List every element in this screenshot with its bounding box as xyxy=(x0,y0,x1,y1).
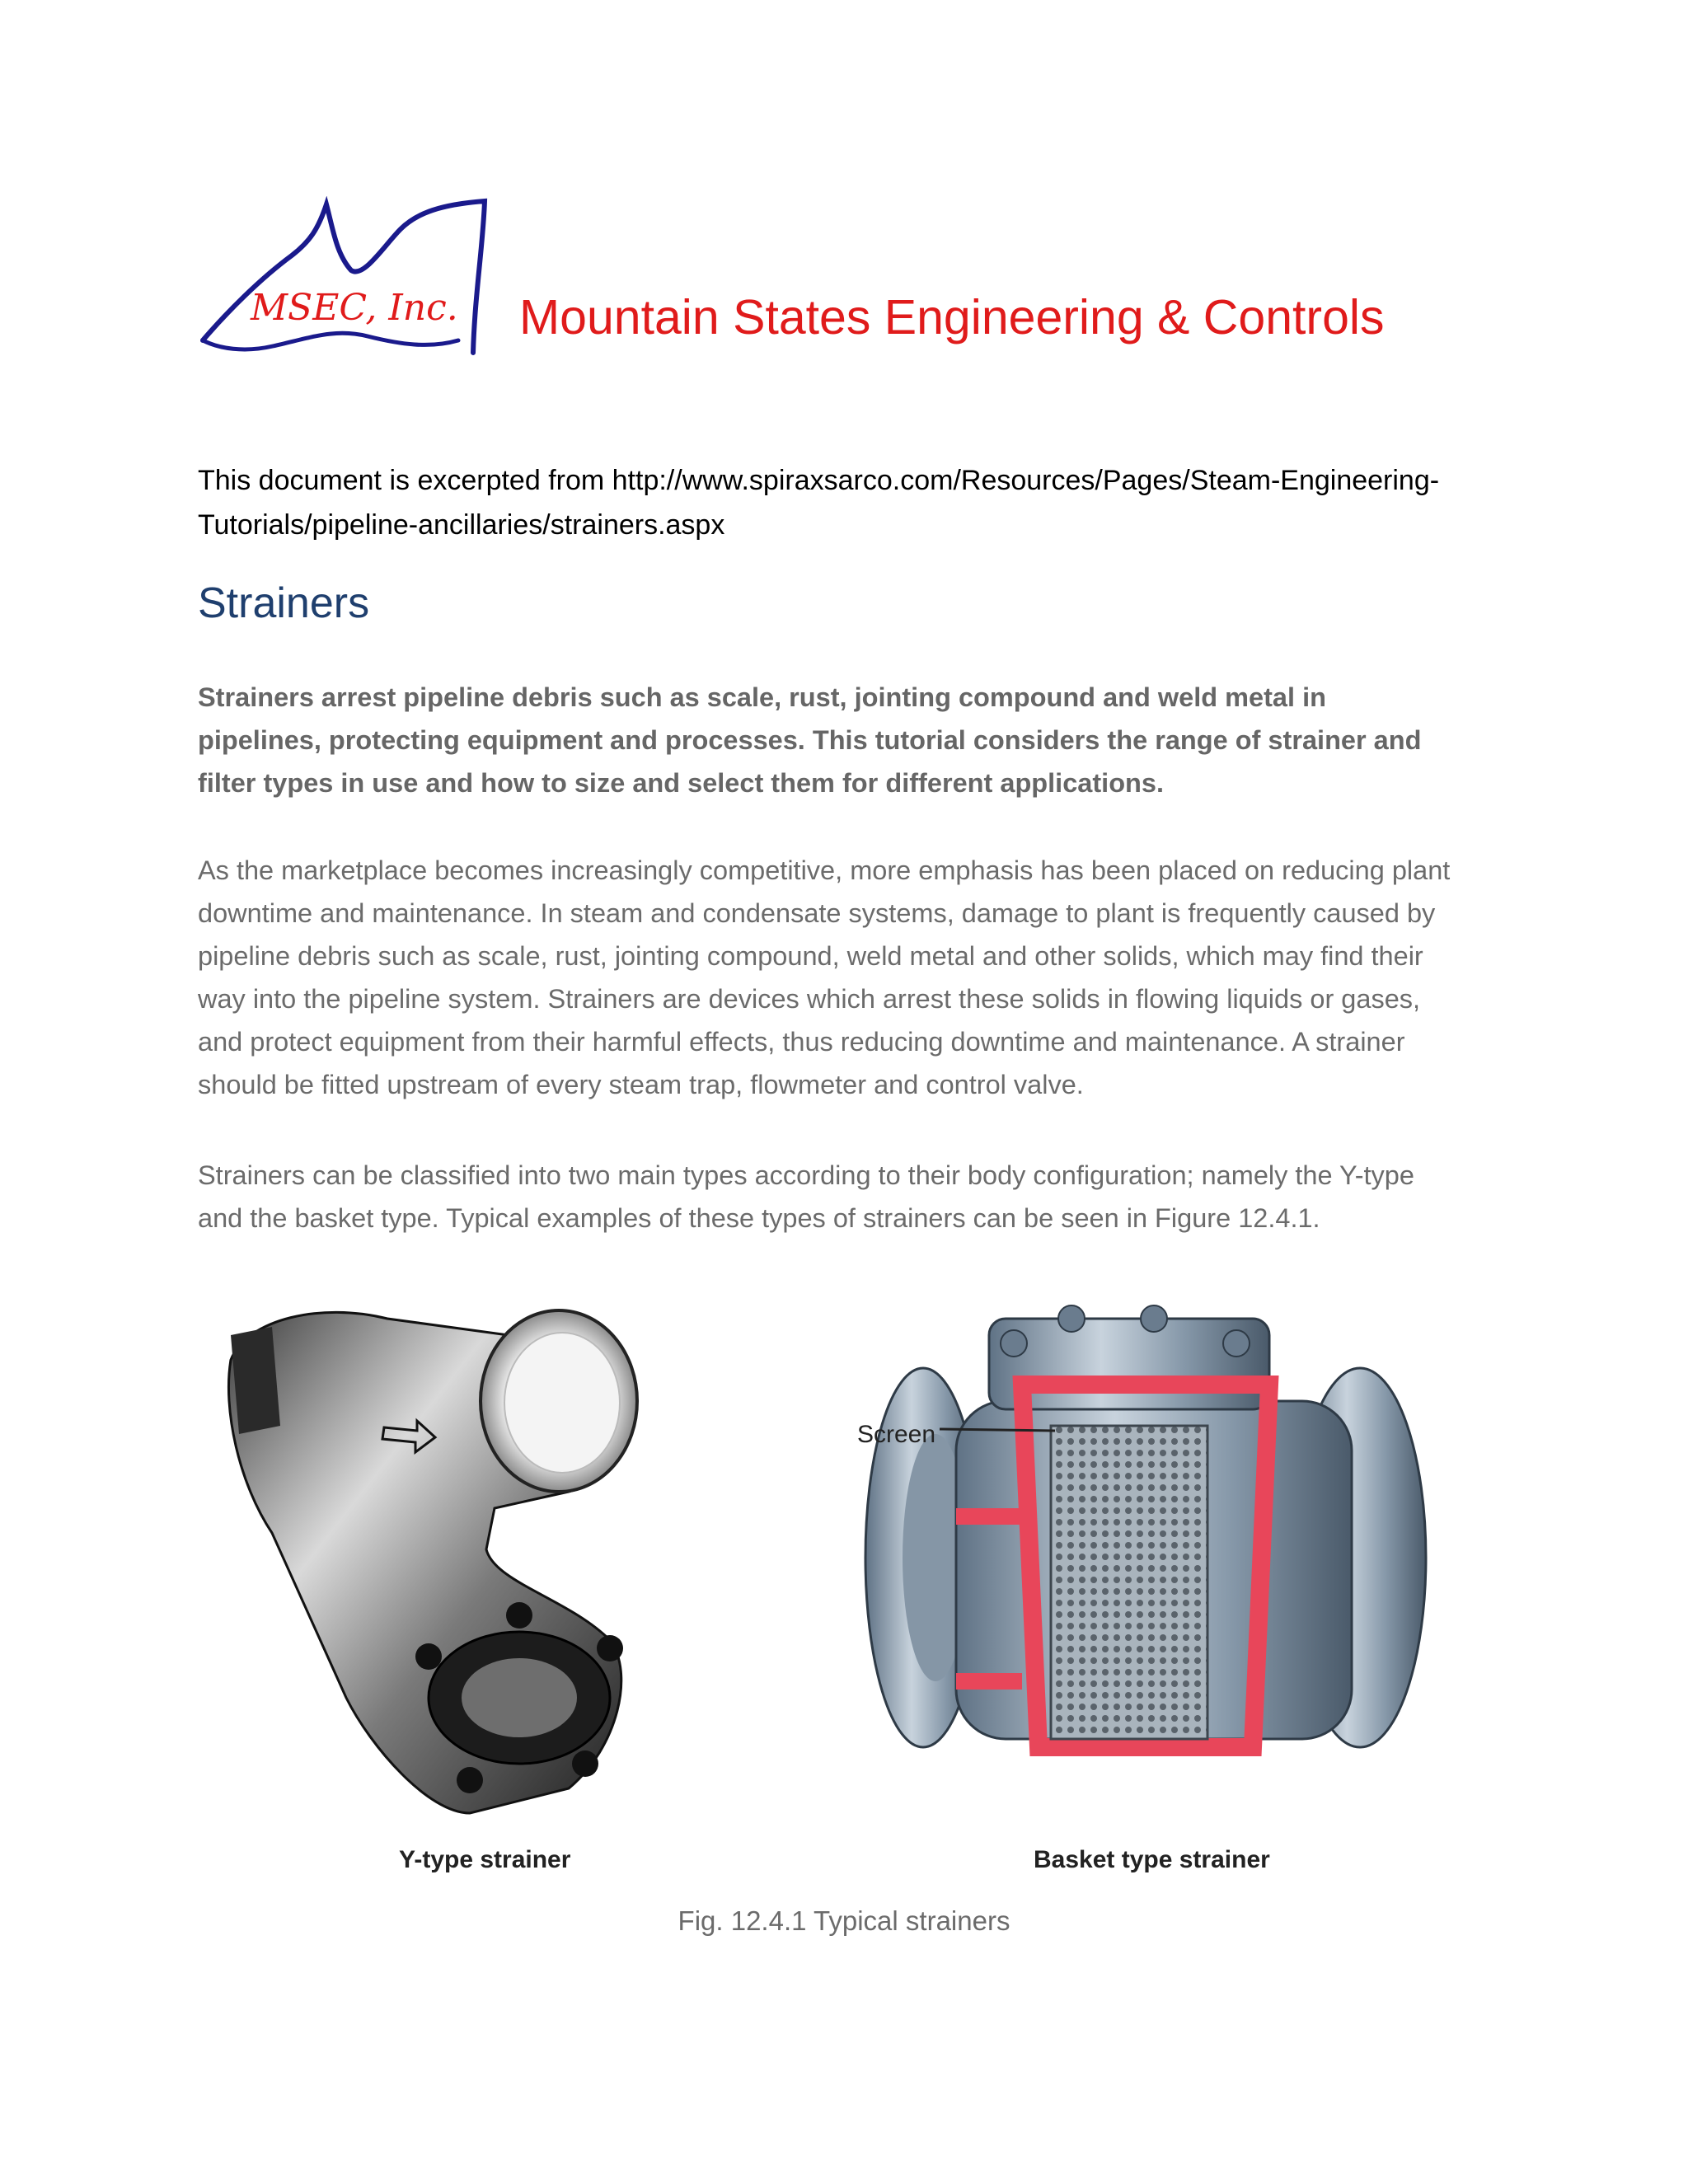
paragraph-line: and the basket type. Typical examples of these types of strainers can be seen in Figure 12.4.1. xyxy=(198,1203,1320,1233)
basket-strainer-label: Basket type strainer xyxy=(1034,1846,1270,1873)
lead-line: Strainers arrest pipeline debris such as scale, rust, jointing compound and weld metal in xyxy=(198,682,1326,712)
y-type-strainer-label: Y-type strainer xyxy=(399,1846,571,1873)
body-paragraph-2 xyxy=(198,1154,1500,1240)
paragraph-line: pipeline debris such as scale, rust, jointing compound, weld metal and other solids, which may find their xyxy=(198,941,1423,971)
paragraph-line: As the marketplace becomes increasingly competitive, more emphasis has been placed on reducing plant xyxy=(198,855,1451,885)
lead-line: pipelines, protecting equipment and processes. This tutorial considers the range of strainer and xyxy=(198,725,1422,755)
logo-text: MSEC, Inc. xyxy=(251,287,458,329)
paragraph-line: and protect equipment from their harmful effects, thus reducing downtime and maintenance. A strainer xyxy=(198,1027,1405,1057)
paragraph-line: Strainers can be classified into two main types according to their body configuration; namely the Y-type xyxy=(198,1160,1414,1190)
lead-line: filter types in use and how to size and select them for different applications. xyxy=(198,768,1165,798)
paragraph-line: should be fitted upstream of every steam trap, flowmeter and control valve. xyxy=(198,1070,1084,1099)
company-name: Mountain States Engineering & Controls xyxy=(519,290,1385,344)
lead-paragraph xyxy=(198,676,1484,804)
body-paragraph-1 xyxy=(198,849,1500,1106)
screen-label: Screen xyxy=(857,1421,936,1448)
source-note-line: Tutorials/pipeline-ancillaries/strainers.aspx xyxy=(198,509,725,541)
paragraph-line: way into the pipeline system. Strainers are devices which arrest these solids in flowing liquids or gases, xyxy=(198,984,1421,1014)
y-type-strainer-image xyxy=(223,1286,750,1830)
company-logo xyxy=(195,196,498,377)
page-title: Strainers xyxy=(198,579,370,627)
paragraph-line: downtime and maintenance. In steam and condensate systems, damage to plant is frequently caused by xyxy=(198,898,1436,928)
figure-caption: Fig. 12.4.1 Typical strainers xyxy=(678,1905,1010,1936)
basket-strainer-image xyxy=(857,1286,1451,1830)
source-note-line: This document is excerpted from http://www.spiraxsarco.com/Resources/Pages/Steam-Engineering- xyxy=(198,465,1440,496)
source-note xyxy=(198,458,1484,547)
